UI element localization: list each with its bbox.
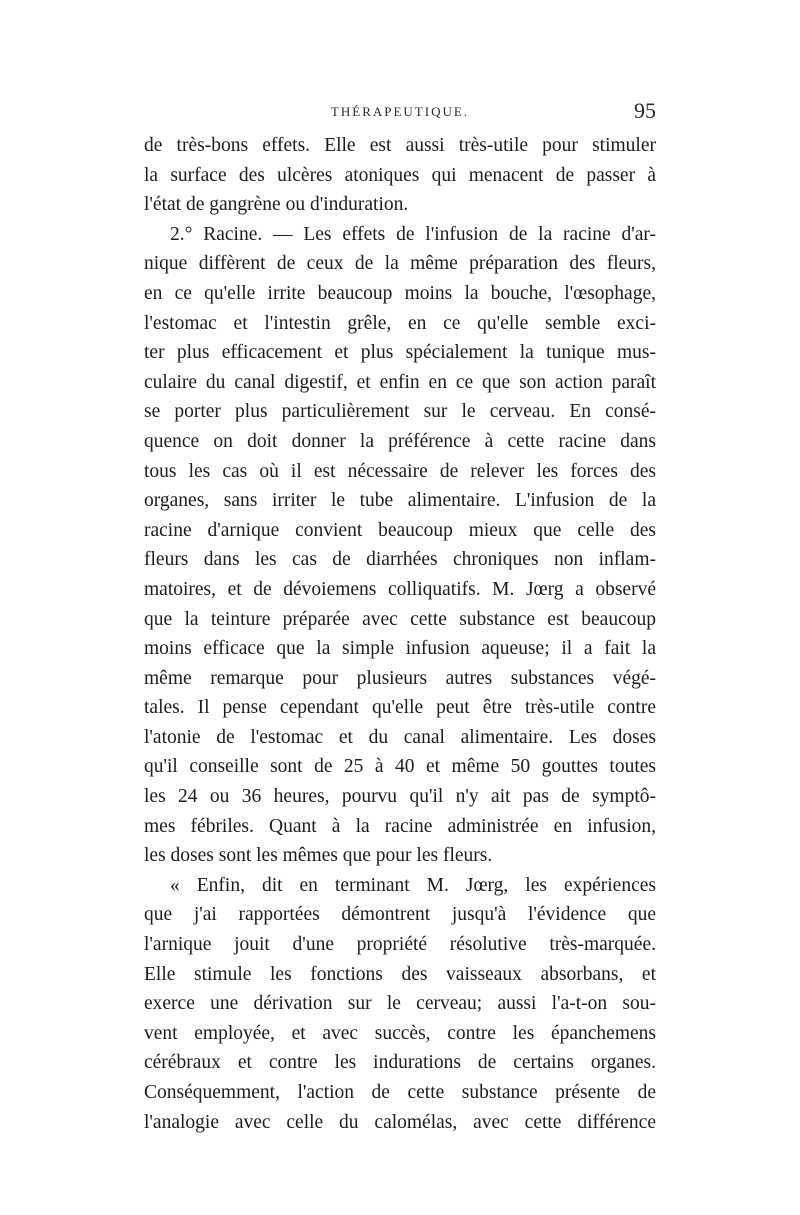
text-line: organes, sans irriter le tube alimentaire. L'infusion de la (144, 490, 656, 512)
text-line: l'analogie avec celle du calomélas, avec cette différence (144, 1111, 656, 1133)
text-line: cérébraux et contre les indurations de certains organes. (144, 1052, 656, 1074)
text-line: les 24 ou 36 heures, pourvu qu'il n'y ait pas de symptô- (144, 786, 656, 808)
text-line: même remarque pour plusieurs autres substances végé- (144, 667, 656, 689)
text-line: la surface des ulcères atoniques qui menacent de passer à (144, 164, 656, 186)
body-text (144, 131, 656, 1137)
text-line: ter plus efficacement et plus spécialement la tunique mus- (144, 342, 656, 364)
text-line: l'estomac et l'intestin grêle, en ce qu'elle semble exci- (144, 312, 656, 334)
running-head (144, 98, 656, 128)
text-line: l'état de gangrène ou d'induration. (144, 194, 409, 216)
text-line: tales. Il pense cependant qu'elle peut être très-utile contre (144, 697, 656, 719)
text-line: quence on doit donner la préférence à cette racine dans (144, 430, 656, 452)
text-line: se porter plus particulièrement sur le cerveau. En consé- (144, 401, 656, 423)
text-line: les doses sont les mêmes que pour les fleurs. (144, 845, 493, 867)
text-line: culaire du canal digestif, et enfin en ce que son action paraît (144, 371, 656, 393)
text-line: en ce qu'elle irrite beaucoup moins la bouche, l'œsophage, (144, 282, 656, 304)
text-line: que j'ai rapportées démontrent jusqu'à l'évidence que (144, 904, 656, 926)
text-line: Conséquemment, l'action de cette substance présente de (144, 1082, 656, 1103)
text-line: que la teinture préparée avec cette substance est beaucoup (144, 608, 656, 630)
page-number: 95 (634, 98, 656, 123)
text-line: fleurs dans les cas de diarrhées chroniques non inflam- (144, 549, 656, 571)
text-line: nique diffèrent de ceux de la même préparation des fleurs, (144, 253, 656, 275)
text-line: mes fébriles. Quant à la racine administrée en infusion, (144, 815, 656, 837)
running-title: THÉRAPEUTIQUE. (330, 104, 470, 119)
text-line: matoires, et de dévoiemens colliquatifs. M. Jœrg a observé (144, 578, 656, 600)
text-line: tous les cas où il est nécessaire de relever les forces des (144, 460, 656, 482)
text-line: vent employée, et avec succès, contre les épanchemens (144, 1022, 656, 1044)
text-line: de très-bons effets. Elle est aussi très-utile pour stimuler (144, 135, 656, 156)
text-line: moins efficace que la simple infusion aqueuse; il a fait la (144, 638, 656, 660)
text-line: « Enfin, dit en terminant M. Jœrg, les expériences (170, 874, 656, 896)
text-line: qu'il conseille sont de 25 à 40 et même 50 gouttes toutes (144, 756, 656, 778)
text-line: 2.° Racine. — Les effets de l'infusion de la racine d'ar- (170, 223, 656, 245)
text-line: racine d'arnique convient beaucoup mieux que celle des (144, 519, 656, 541)
text-line: exerce une dérivation sur le cerveau; aussi l'a-t-on sou- (144, 993, 656, 1015)
text-line: l'arnique jouit d'une propriété résolutive très-marquée. (144, 934, 656, 956)
text-line: l'atonie de l'estomac et du canal alimentaire. Les doses (144, 726, 656, 748)
text-line: Elle stimule les fonctions des vaisseaux absorbans, et (144, 963, 656, 985)
